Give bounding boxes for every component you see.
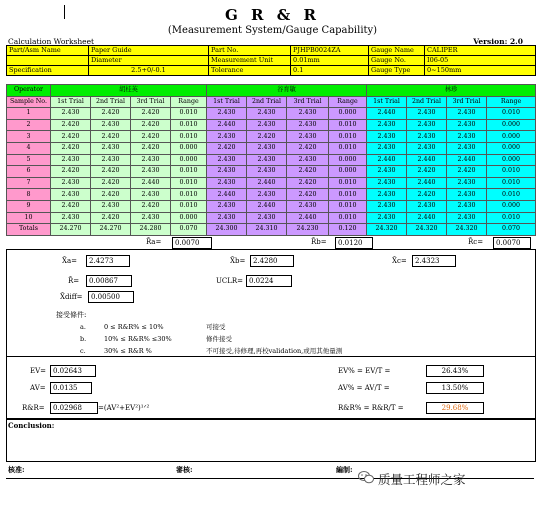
cell-c-1[interactable]: 2.430	[407, 142, 447, 154]
cell-b-2[interactable]: 2.430	[287, 131, 329, 143]
table-row	[7, 119, 536, 131]
cell-c-0[interactable]: 2.430	[367, 177, 407, 189]
cell-c-1[interactable]: 2.440	[407, 212, 447, 224]
column-header-row	[7, 96, 536, 108]
cell-c-1[interactable]: 2.420	[407, 189, 447, 201]
review-label: 審核:	[176, 465, 193, 474]
cell-b-1[interactable]: 2.430	[247, 189, 287, 201]
gauge-name-value[interactable]: CALIPER	[425, 46, 536, 56]
sample-number: 1	[7, 108, 51, 120]
cell-a-3[interactable]: 0.010	[171, 166, 207, 178]
table-row	[7, 189, 536, 201]
rrp-value: 29.68%	[426, 402, 484, 414]
cell-a-3[interactable]: 0.000	[171, 142, 207, 154]
cell-a-1[interactable]: 2.430	[91, 154, 131, 166]
operator-name-b: 谷育敏	[207, 85, 367, 97]
xc-label: X̄c=	[392, 257, 407, 265]
prepared-label: 編制:	[336, 465, 353, 474]
cell-b-0[interactable]: 2.440	[207, 119, 247, 131]
cell-a-2[interactable]: 2.420	[131, 142, 171, 154]
cell-b-1[interactable]: 2.430	[247, 142, 287, 154]
table-row	[7, 142, 536, 154]
table-row	[7, 154, 536, 166]
col-header-b-2: 3rd Trial	[287, 96, 329, 108]
cell-b-3[interactable]: 0.010	[329, 177, 367, 189]
rb-label: R̄b=	[311, 238, 327, 246]
gauge-name-label: Gauge Name	[369, 46, 425, 56]
cell-b-1[interactable]: 2.430	[247, 212, 287, 224]
rc-value: 0.0070	[493, 237, 531, 249]
col-header-b-1: 2nd Trial	[247, 96, 287, 108]
cell-c-3[interactable]: 0.010	[487, 212, 536, 224]
cell-c-1[interactable]: 2.430	[407, 119, 447, 131]
av-label: AV=	[30, 384, 46, 392]
col-header-a-2: 3rd Trial	[131, 96, 171, 108]
cell-c-1[interactable]: 2.440	[407, 154, 447, 166]
cell-b-3[interactable]: 0.010	[329, 189, 367, 201]
cell-c-2[interactable]: 2.430	[447, 142, 487, 154]
unit-value[interactable]: 0.01mm	[291, 56, 369, 66]
cell-a-2[interactable]: 2.420	[131, 131, 171, 143]
col-header-a-1: 2nd Trial	[91, 96, 131, 108]
ucl-label: UCLR=	[216, 277, 244, 285]
cell-c-3[interactable]: 0.000	[487, 131, 536, 143]
criteria-condition: 30% ≤ R&R %	[104, 347, 152, 355]
cell-c-0[interactable]: 2.430	[367, 166, 407, 178]
conclusion-label: Conclusion:	[8, 421, 55, 430]
cell-b-0[interactable]: 2.430	[207, 212, 247, 224]
cell-a-3[interactable]: 0.000	[171, 212, 207, 224]
sample-number: 3	[7, 131, 51, 143]
cell-a-0[interactable]: 2.420	[51, 166, 91, 178]
criteria-condition: 10% ≤ R&R% ≤30%	[104, 335, 172, 343]
cell-b-0[interactable]: 2.430	[207, 108, 247, 120]
total-a-3: 0.070	[171, 224, 207, 236]
avp-label: AV% = AV/T =	[338, 384, 390, 392]
cell-a-3[interactable]: 0.010	[171, 108, 207, 120]
worksheet-label: Calculation Worksheet	[8, 37, 95, 46]
cell-a-2[interactable]: 2.420	[131, 200, 171, 212]
total-c-0: 24.320	[367, 224, 407, 236]
ev-label: EV=	[30, 367, 47, 375]
rb-value: 0.0120	[335, 237, 373, 249]
total-a-2: 24.280	[131, 224, 171, 236]
cell-c-3[interactable]: 0.010	[487, 166, 536, 178]
cell-b-3[interactable]: 0.000	[329, 108, 367, 120]
criteria-key: b.	[80, 335, 87, 343]
part-name-value[interactable]: Paper Guide	[89, 46, 209, 56]
page-title: G R & R	[225, 6, 320, 24]
cell-b-2[interactable]: 2.420	[287, 166, 329, 178]
spec-value[interactable]: 2.5+0/-0.1	[89, 66, 209, 76]
sample-number: 8	[7, 189, 51, 201]
cell-b-2[interactable]: 2.420	[287, 189, 329, 201]
cell-b-2[interactable]: 2.430	[287, 200, 329, 212]
ucl-value: 0.0224	[246, 275, 292, 287]
col-header-c-3: Range	[487, 96, 536, 108]
cell-c-2[interactable]: 2.430	[447, 177, 487, 189]
cell-a-2[interactable]: 2.430	[131, 154, 171, 166]
cell-a-3[interactable]: 0.010	[171, 131, 207, 143]
cell-c-1[interactable]: 2.430	[407, 131, 447, 143]
cell-a-1[interactable]: 2.420	[91, 131, 131, 143]
cell-a-1[interactable]: 2.430	[91, 142, 131, 154]
tolerance-value[interactable]: 0.1	[291, 66, 369, 76]
cell-a-1[interactable]: 2.430	[91, 200, 131, 212]
cell-b-3[interactable]: 0.010	[329, 131, 367, 143]
cell-a-2[interactable]: 2.430	[131, 212, 171, 224]
cell-b-3[interactable]: 0.010	[329, 200, 367, 212]
cell-a-0[interactable]: 2.420	[51, 131, 91, 143]
cell-c-2[interactable]: 2.430	[447, 189, 487, 201]
part-no-label: Part No.	[209, 46, 291, 56]
total-c-2: 24.320	[447, 224, 487, 236]
cell-b-1[interactable]: 2.440	[247, 177, 287, 189]
criteria-result: 可接受	[206, 323, 226, 331]
gauge-type-label: Gauge Type	[369, 66, 425, 76]
xdiff-label: X̄diff=	[60, 293, 83, 301]
cell-c-3[interactable]: 0.000	[487, 200, 536, 212]
cell-b-0[interactable]: 2.430	[207, 154, 247, 166]
evp-label: EV% = EV/T =	[338, 367, 391, 375]
avp-value: 13.50%	[426, 382, 484, 394]
cell-c-1[interactable]: 2.440	[407, 177, 447, 189]
cell-c-2[interactable]: 2.430	[447, 212, 487, 224]
cell-a-3[interactable]: 0.010	[171, 200, 207, 212]
criteria-condition: 0 ≤ R&R% ≤ 10%	[104, 323, 164, 331]
cell-a-3[interactable]: 0.010	[171, 189, 207, 201]
cell-a-2[interactable]: 2.420	[131, 119, 171, 131]
part-name-blank	[7, 56, 89, 66]
cell-b-1[interactable]: 2.430	[247, 108, 287, 120]
spec-label: Specification	[7, 66, 89, 76]
cell-c-2[interactable]: 2.430	[447, 131, 487, 143]
rc-label: R̄c=	[468, 238, 484, 246]
table-row	[7, 177, 536, 189]
sample-number: 5	[7, 154, 51, 166]
cell-c-1[interactable]: 2.430	[407, 200, 447, 212]
cell-a-0[interactable]: 2.430	[51, 189, 91, 201]
part-name-value2[interactable]: Diameter	[89, 56, 209, 66]
sample-number: 6	[7, 166, 51, 178]
version-label: Version: 2.0	[473, 37, 523, 46]
cell-b-2[interactable]: 2.440	[287, 212, 329, 224]
criteria-result: 不可接受,待修理,再校validation,或用其他量測	[206, 347, 343, 355]
totals-row	[7, 224, 536, 236]
total-b-1: 24.310	[247, 224, 287, 236]
xb-label: X̄b=	[230, 257, 246, 265]
cell-c-0[interactable]: 2.430	[367, 131, 407, 143]
cell-c-0[interactable]: 2.430	[367, 212, 407, 224]
sample-number: 7	[7, 177, 51, 189]
cell-b-0[interactable]: 2.430	[207, 200, 247, 212]
cell-b-3[interactable]: 0.000	[329, 154, 367, 166]
r-label: R̄=	[68, 277, 80, 285]
cell-b-3[interactable]: 0.010	[329, 119, 367, 131]
cell-b-1[interactable]: 2.420	[247, 131, 287, 143]
cell-a-2[interactable]: 2.440	[131, 177, 171, 189]
cell-c-1[interactable]: 2.430	[407, 108, 447, 120]
cell-a-2[interactable]: 2.430	[131, 166, 171, 178]
totals-label: Totals	[7, 224, 51, 236]
total-b-0: 24.300	[207, 224, 247, 236]
col-header-b-0: 1st Trial	[207, 96, 247, 108]
cell-c-3[interactable]: 0.010	[487, 177, 536, 189]
table-row	[7, 200, 536, 212]
total-b-2: 24.230	[287, 224, 329, 236]
page-subtitle: (Measurement System/Gauge Capability)	[167, 25, 378, 36]
cell-c-2[interactable]: 2.430	[447, 119, 487, 131]
total-c-1: 24.320	[407, 224, 447, 236]
cell-a-1[interactable]: 2.420	[91, 189, 131, 201]
xb-value: 2.4280	[250, 255, 294, 267]
cell-c-0[interactable]: 2.440	[367, 108, 407, 120]
cell-b-2[interactable]: 2.430	[287, 119, 329, 131]
cell-a-3[interactable]: 0.010	[171, 177, 207, 189]
table-row	[7, 131, 536, 143]
cell-b-2[interactable]: 2.430	[287, 154, 329, 166]
unit-label: Measurement Unit	[209, 56, 291, 66]
operator-label: Operator	[7, 85, 51, 97]
criteria-result: 條件接受	[206, 335, 232, 343]
rrp-label: R&R% = R&R/T =	[338, 404, 404, 412]
cell-a-0[interactable]: 2.430	[51, 212, 91, 224]
cell-b-3[interactable]: 0.010	[329, 142, 367, 154]
cell-a-1[interactable]: 2.430	[91, 119, 131, 131]
cell-b-1[interactable]: 2.430	[247, 119, 287, 131]
cell-a-0[interactable]: 2.420	[51, 142, 91, 154]
xdiff-value: 0.00500	[88, 291, 134, 303]
cell-c-2[interactable]: 2.430	[447, 108, 487, 120]
cell-a-1[interactable]: 2.420	[91, 166, 131, 178]
cell-b-3[interactable]: 0.000	[329, 166, 367, 178]
cell-a-2[interactable]: 2.420	[131, 108, 171, 120]
av-value: 0.0135	[50, 382, 92, 394]
operator-row	[7, 85, 536, 97]
xa-value: 2.4273	[86, 255, 130, 267]
criteria-title: 接受條件:	[56, 311, 87, 319]
cell-a-0[interactable]: 2.430	[51, 108, 91, 120]
cell-c-3[interactable]: 0.000	[487, 119, 536, 131]
xa-label: X̄a=	[62, 257, 78, 265]
cell-c-0[interactable]: 2.430	[367, 189, 407, 201]
approve-label: 核准:	[8, 465, 25, 474]
cell-b-2[interactable]: 2.420	[287, 177, 329, 189]
sample-number: 9	[7, 200, 51, 212]
cell-a-1[interactable]: 2.420	[91, 177, 131, 189]
watermark-text: 质量工程师之家	[378, 472, 466, 487]
ra-value: 0.0070	[172, 237, 212, 249]
cell-a-0[interactable]: 2.420	[51, 119, 91, 131]
gauge-type-value[interactable]: 0~150mm	[425, 66, 536, 76]
col-header-a-3: Range	[171, 96, 207, 108]
table-row	[7, 212, 536, 224]
cell-c-3[interactable]: 0.010	[487, 108, 536, 120]
total-a-0: 24.270	[51, 224, 91, 236]
cell-c-0[interactable]: 2.440	[367, 154, 407, 166]
cell-c-2[interactable]: 2.430	[447, 200, 487, 212]
measurement-table	[6, 84, 536, 236]
cell-a-0[interactable]: 2.430	[51, 177, 91, 189]
total-c-3: 0.070	[487, 224, 536, 236]
cell-a-3[interactable]: 0.010	[171, 119, 207, 131]
evp-value: 26.43%	[426, 365, 484, 377]
cell-c-3[interactable]: 0.000	[487, 154, 536, 166]
cell-c-0[interactable]: 2.430	[367, 200, 407, 212]
operator-name-a: 胡桂英	[51, 85, 207, 97]
cell-b-0[interactable]: 2.430	[207, 131, 247, 143]
tolerance-label: Tolerance	[209, 66, 291, 76]
total-a-1: 24.270	[91, 224, 131, 236]
col-header-c-2: 3rd Trial	[447, 96, 487, 108]
gauge-no-label: Gauge No.	[369, 56, 425, 66]
ra-label: R̄a=	[146, 238, 162, 246]
sample-label: Sample No.	[7, 96, 51, 108]
r-value: 0.00867	[86, 275, 132, 287]
cell-b-1[interactable]: 2.430	[247, 154, 287, 166]
cell-b-2[interactable]: 2.430	[287, 108, 329, 120]
table-row	[7, 166, 536, 178]
wechat-icon	[358, 470, 374, 484]
cell-c-3[interactable]: 0.000	[487, 142, 536, 154]
cell-b-0[interactable]: 2.440	[207, 189, 247, 201]
info-table	[6, 45, 536, 76]
rr-formula: =(AV²+EV²)¹ᐟ²	[98, 404, 150, 412]
cell-b-1[interactable]: 2.430	[247, 166, 287, 178]
table-row	[7, 108, 536, 120]
part-no-value[interactable]: PJHPB0024ZA	[291, 46, 369, 56]
rr-label: R&R=	[22, 404, 45, 412]
cell-c-0[interactable]: 2.430	[367, 142, 407, 154]
part-name-label: Part/Asm Name	[7, 46, 89, 56]
xc-value: 2.4323	[412, 255, 456, 267]
cell-a-0[interactable]: 2.430	[51, 154, 91, 166]
cell-b-0[interactable]: 2.430	[207, 166, 247, 178]
cell-b-1[interactable]: 2.440	[247, 200, 287, 212]
sample-number: 10	[7, 212, 51, 224]
cell-b-3[interactable]: 0.010	[329, 212, 367, 224]
operator-name-c: 林珍	[367, 85, 536, 97]
cell-a-2[interactable]: 2.430	[131, 189, 171, 201]
col-header-b-3: Range	[329, 96, 367, 108]
cell-a-3[interactable]: 0.000	[171, 154, 207, 166]
cell-c-2[interactable]: 2.420	[447, 166, 487, 178]
criteria-key: c.	[80, 347, 86, 355]
cell-c-3[interactable]: 0.010	[487, 189, 536, 201]
col-header-a-0: 1st Trial	[51, 96, 91, 108]
conclusion-frame	[6, 418, 536, 462]
ev-value: 0.02643	[50, 365, 96, 377]
cell-a-0[interactable]: 2.420	[51, 200, 91, 212]
sample-number: 2	[7, 119, 51, 131]
cell-a-1[interactable]: 2.420	[91, 212, 131, 224]
cell-b-0[interactable]: 2.420	[207, 142, 247, 154]
cell-a-1[interactable]: 2.420	[91, 108, 131, 120]
rr-value: 0.02968	[50, 402, 98, 414]
total-b-3: 0.120	[329, 224, 367, 236]
sample-number: 4	[7, 142, 51, 154]
col-header-c-1: 2nd Trial	[407, 96, 447, 108]
gauge-no-value[interactable]: I06-05	[425, 56, 536, 66]
cell-c-0[interactable]: 2.430	[367, 119, 407, 131]
cell-c-2[interactable]: 2.440	[447, 154, 487, 166]
cell-b-2[interactable]: 2.420	[287, 142, 329, 154]
cell-c-1[interactable]: 2.420	[407, 166, 447, 178]
criteria-key: a.	[80, 323, 86, 331]
cell-b-0[interactable]: 2.430	[207, 177, 247, 189]
col-header-c-0: 1st Trial	[367, 96, 407, 108]
